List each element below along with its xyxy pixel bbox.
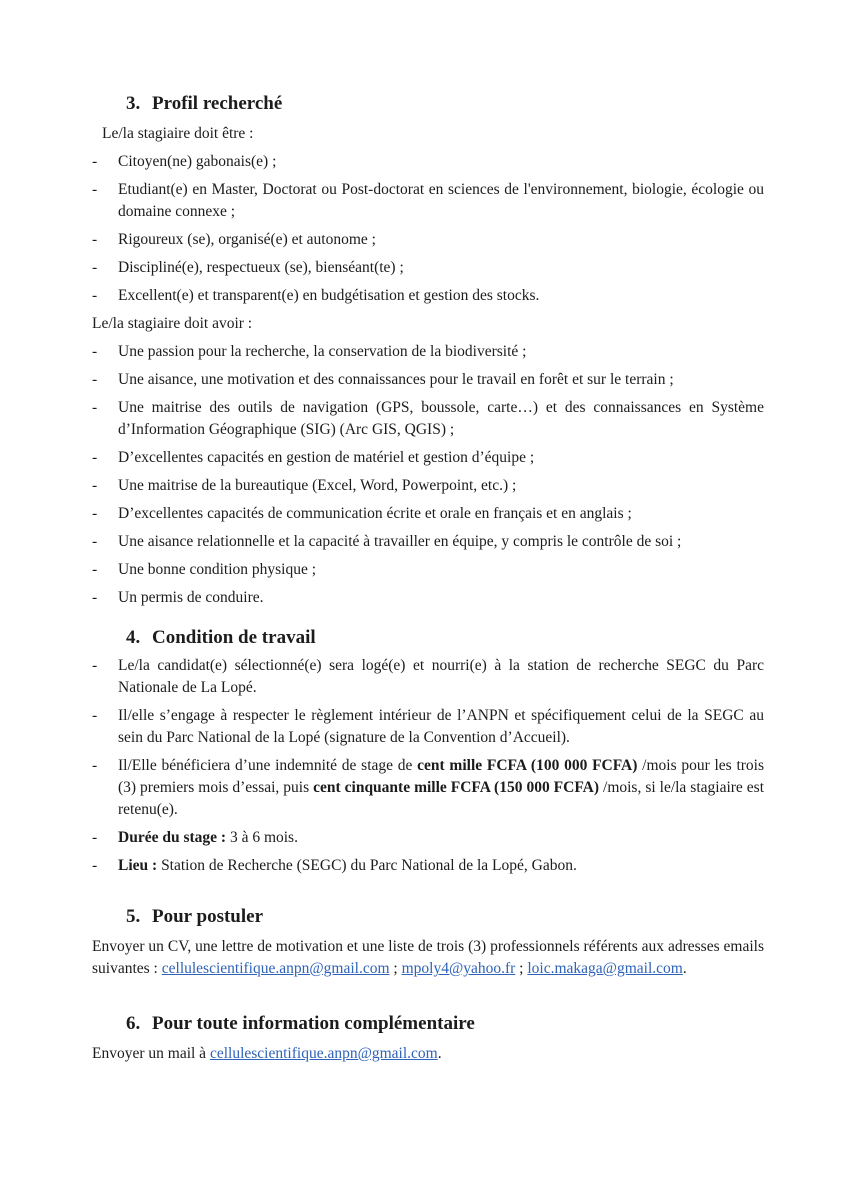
email-link[interactable]: loic.makaga@gmail.com: [527, 960, 683, 977]
info-text: Envoyer un mail à cellulescientifique.anpn@gmail.com.: [92, 1045, 442, 1062]
list-item: - D’excellentes capacités de communication écrite et orale en français et en anglais ;: [92, 505, 632, 522]
section-conditions: [92, 627, 764, 877]
conditions-list: [92, 655, 764, 877]
requirements-list: [92, 151, 764, 307]
apply-text: Envoyer un CV, une lettre de motivation et une liste de trois (3) professionnels référents aux adresses emails suivantes : cellulescientifique.anpn@gmail.com ; mpoly4@yahoo.fr ; loic.makaga@gmail.com.: [92, 938, 764, 977]
intro-text: Le/la stagiaire doit être :: [102, 125, 254, 142]
section-heading: 6. Pour toute information complémentaire: [126, 1013, 475, 1034]
list-item: - Citoyen(ne) gabonais(e) ;: [92, 153, 277, 170]
list-item: - D’excellentes capacités en gestion de matériel et gestion d’équipe ;: [92, 449, 535, 466]
list-item: - Une passion pour la recherche, la conservation de la biodiversité ;: [92, 343, 527, 360]
section-info: [92, 1013, 764, 1065]
list-item: - Une maitrise de la bureautique (Excel, Word, Powerpoint, etc.) ;: [92, 477, 517, 494]
list-item: - Une aisance, une motivation et des connaissances pour le travail en forêt et sur le terrain ;: [92, 371, 674, 388]
intro-text: Le/la stagiaire doit avoir :: [92, 315, 253, 332]
list-item: - Une aisance relationnelle et la capacité à travailler en équipe, y compris le contrôle de soi ;: [92, 533, 682, 550]
list-item: - Rigoureux (se), organisé(e) et autonome ;: [92, 231, 376, 248]
section-profil: [92, 93, 764, 609]
list-item: - Etudiant(e) en Master, Doctorat ou Post-doctorat en sciences de l'environnement, biologie, écologie ou domaine connexe ;: [92, 181, 764, 220]
section-heading: 3. Profil recherché: [126, 93, 283, 114]
section-apply: [92, 906, 764, 980]
list-item: - Une bonne condition physique ;: [92, 561, 317, 578]
list-item: - Le/la candidat(e) sélectionné(e) sera logé(e) et nourri(e) à la station de recherche SEGC du Parc Nationale de La Lopé.: [92, 657, 764, 696]
list-item: - Une maitrise des outils de navigation (GPS, boussole, carte…) et des connaissances en Système d’Information Géographique (SIG) (Arc GIS, QGIS) ;: [92, 399, 764, 438]
section-heading: 5. Pour postuler: [126, 906, 264, 927]
email-link[interactable]: cellulescientifique.anpn@gmail.com: [209, 1045, 438, 1062]
list-item: - Lieu : Station de Recherche (SEGC) du Parc National de la Lopé, Gabon.: [92, 857, 577, 874]
skills-list: [92, 341, 764, 609]
section-heading: 4. Condition de travail: [126, 627, 316, 648]
list-item: - Durée du stage : 3 à 6 mois.: [92, 829, 298, 846]
list-item: - Il/Elle bénéficiera d’une indemnité de stage de cent mille FCFA (100 000 FCFA) /mois pour les trois (3) premiers mois d’essai, puis cent cinquante mille FCFA (150 000 FCFA) /mois, si le/la stagiaire est retenu(e).: [92, 757, 765, 818]
email-link[interactable]: mpoly4@yahoo.fr: [401, 960, 516, 977]
list-item: - Un permis de conduire.: [92, 589, 264, 606]
email-link[interactable]: cellulescientifique.anpn@gmail.com: [161, 960, 390, 977]
list-item: - Discipliné(e), respectueux (se), bienséant(te) ;: [92, 259, 404, 276]
list-item: - Il/elle s’engage à respecter le règlement intérieur de l’ANPN et spécifiquement celui de la SEGC au sein du Parc National de la Lopé (signature de la Convention d’Accueil).: [92, 707, 764, 746]
list-item: - Excellent(e) et transparent(e) en budgétisation et gestion des stocks.: [92, 287, 540, 304]
